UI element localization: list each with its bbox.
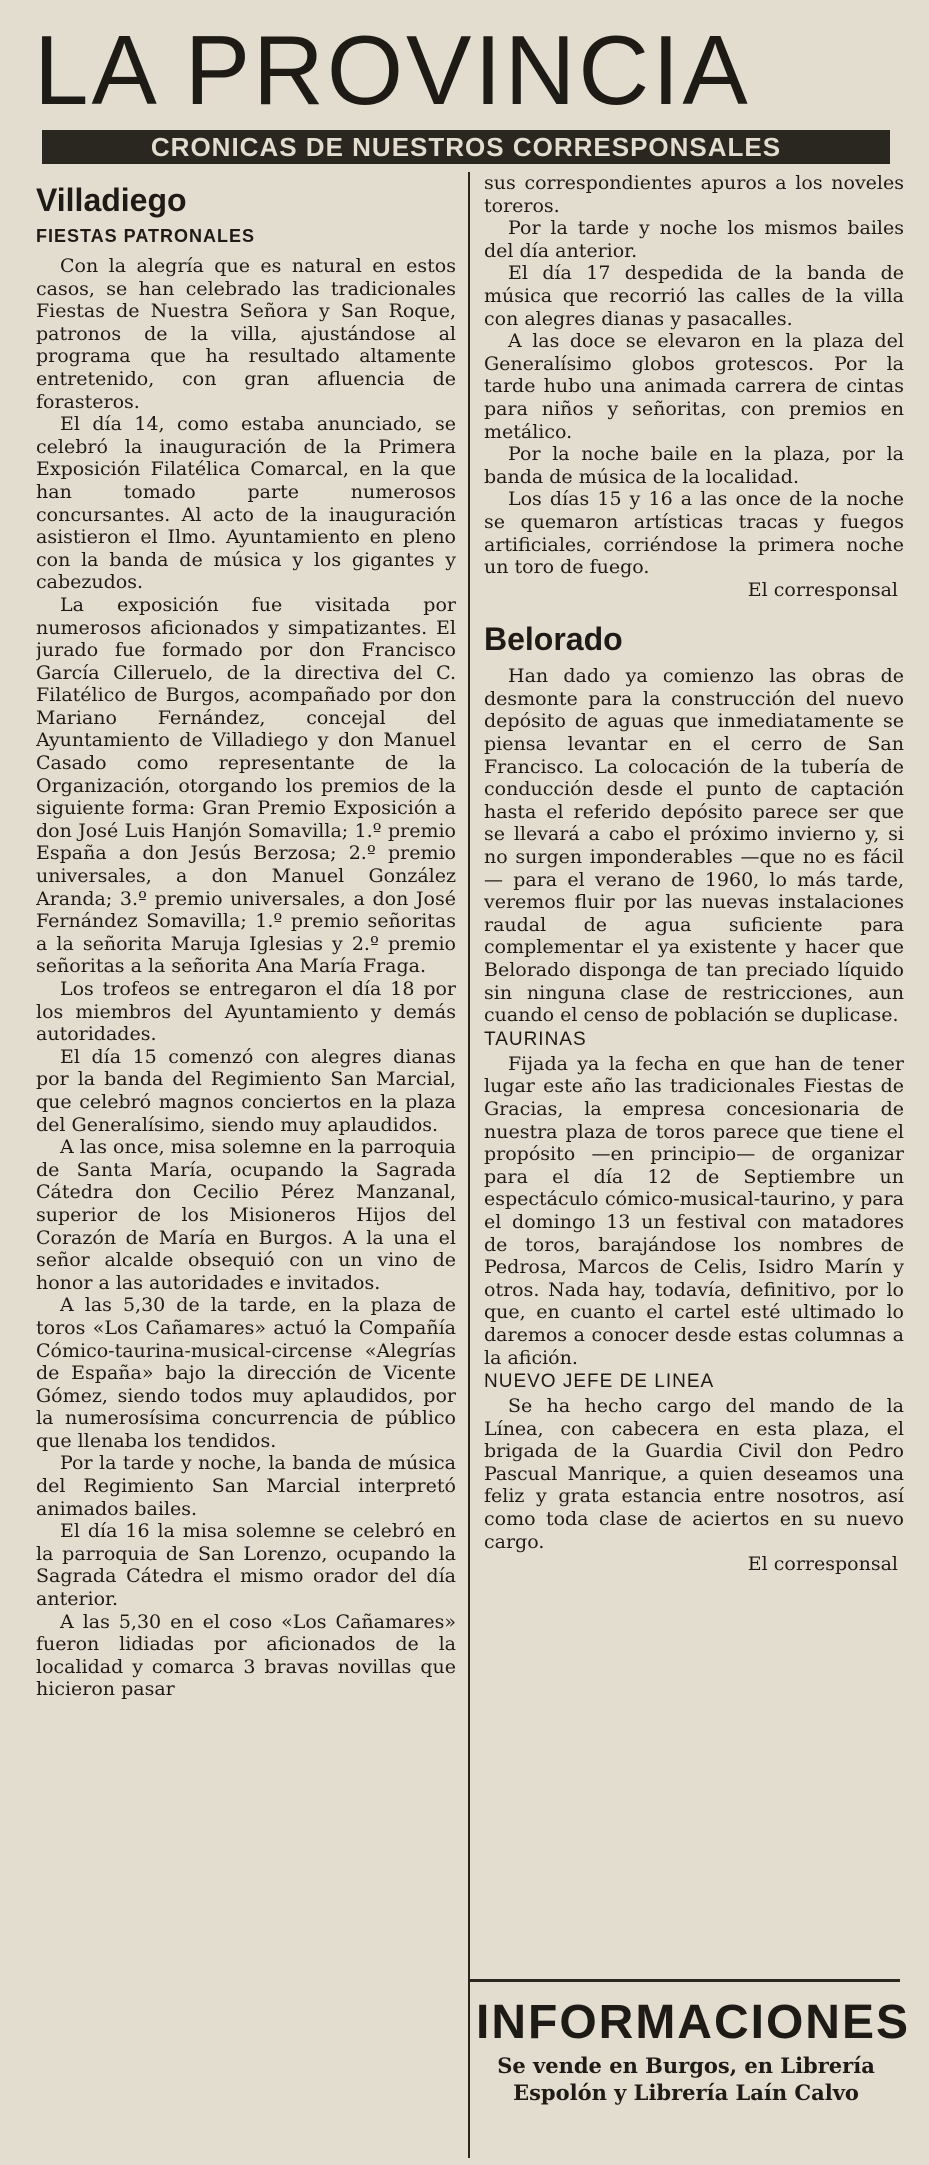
column-divider	[468, 172, 470, 2158]
jefe-paragraph: Se ha hecho cargo del mando de la Línea, con cabecera en esta plaza, el brigada de la Guardia Civil don Pedro Pascual Manrique, a quien deseamos una feliz y grata estancia entre nosotros, así como toda clase de aciertos en su nuevo cargo.	[484, 1395, 904, 1553]
villadiego-paragraph: Los días 15 y 16 a las once de la noche se quemaron artísticas tracas y fuegos artificiales, corriéndose la primera noche un toro de fuego.	[484, 488, 904, 579]
villadiego-paragraph: Por la tarde y noche los mismos bailes del día anterior.	[484, 217, 904, 262]
section-taurinas: TAURINAS	[484, 1028, 587, 1050]
taurinas-paragraph: Fijada ya la fecha en que han de tener lugar este año las tradicionales Fiestas de Gracias, la empresa concesionaria de nuestra plaza de toros parece que tiene el propósito —en principio— de organizar para el día 12 de Septiembre un espectáculo cómico-musical-taurino, y para el domingo 13 un festival con matadores de toros, barajándose los nombres de Pedrosa, Marcos de Celis, Isidro Marín y otros. Nada hay, todavía, definitivo, por lo que, en cuanto el cartel esté ultimado lo daremos a conocer desde estas columnas a la afición.	[484, 1052, 904, 1369]
villadiego-continuation: sus correspondientes apuros a los noveles toreros.	[484, 172, 904, 217]
informaciones-box	[476, 1994, 910, 2154]
right-column	[484, 172, 904, 2162]
masthead: LA PROVINCIA	[34, 15, 751, 125]
villadiego-subheading: FIESTAS PATRONALES	[36, 226, 256, 246]
informaciones-title: INFORMACIONES	[476, 1996, 910, 2049]
belorado-signature: El corresponsal	[747, 1553, 898, 1576]
informaciones-line: Espolón y Librería Laín Calvo	[513, 2080, 859, 2105]
section-nuevo-jefe: NUEVO JEFE DE LINEA	[484, 1371, 715, 1393]
belorado-heading: Belorado	[484, 621, 623, 658]
villadiego-heading: Villadiego	[36, 182, 187, 218]
left-column	[36, 172, 456, 2162]
villadiego-paragraph: Con la alegría que es natural en estos casos, se han celebrado las tradicionales Fiestas de Nuestra Señora y San Roque, patronos de la villa, ajustándose al programa que ha resultado altamente entretenido, con gran afluencia de forasteros.	[36, 255, 456, 413]
villadiego-paragraph: A las 5,30 en el coso «Los Cañamares» fueron lidiadas por aficionados de la localidad y comarca 3 bravas novillas que hicieron pasar	[36, 1610, 456, 1701]
villadiego-paragraph: La exposición fue visitada por numerosos aficionados y simpatizantes. El jurado fue formado por don Francisco García Cilleruelo, de la directiva del C. Filatélico de Burgos, acompañado por don Mariano Fernández, concejal del Ayuntamiento de Villadiego y don Manuel Casado como representante de la Organización, otorgando los premios de la siguiente forma: Gran Premio Exposición a don José Luis Hanjón Somavilla; 1.º premio España a don Jesús Berzosa; 2.º premio universales, a don Manuel González Aranda; 3.º premio universales, a don José Fernández Somavilla; 1.º premio señoritas a la señorita Maruja Iglesias y 2.º premio señoritas a la señorita Ana María Fraga.	[36, 593, 456, 978]
villadiego-paragraph: A las once, misa solemne en la parroquia de Santa María, ocupando la Sagrada Cátedra don Cecilio Pérez Manzanal, superior de los Misioneros Hijos del Corazón de María en Burgos. A la una el señor alcalde obsequió con un vino de honor a las autoridades e invitados.	[36, 1136, 456, 1294]
villadiego-paragraph: A las 5,30 de la tarde, en la plaza de toros «Los Cañamares» actuó la Compañía Cómico-taurina-musical-circense «Alegrías de España» bajo la dirección de Vicente Gómez, siendo todos muy aplaudidos, por la numerosísima concurrencia de público que llenaba los tendidos.	[36, 1294, 456, 1452]
informaciones-rule	[470, 1979, 900, 1982]
section-banner: CRONICAS DE NUESTROS CORRESPONSALES	[42, 130, 890, 164]
villadiego-paragraph: Los trofeos se entregaron el día 18 por los miembros del Ayuntamiento y demás autoridades.	[36, 978, 456, 1046]
belorado-paragraph: Han dado ya comienzo las obras de desmonte para la construcción del nuevo depósito de aguas que inmediatamente se piensa levantar en el cerro de San Francisco. La colocación de la tubería de conducción desde el punto de captación hasta el referido depósito parece ser que se llevará a cabo el próximo invierno y, si no surgen imponderables —que no es fácil— para el verano de 1960, lo más tarde, veremos fluir por las nuevas instalaciones raudal de agua suficiente para complementar el ya existente y hacer que Belorado disponga de tan preciado líquido sin ninguna clase de restricciones, aun cuando el censo de población se duplicase.	[484, 665, 904, 1027]
informaciones-line: Se vende en Burgos, en Librería	[497, 2053, 875, 2078]
villadiego-paragraph: Por la noche baile en la plaza, por la banda de música de la localidad.	[484, 443, 904, 488]
villadiego-paragraph: Por la tarde y noche, la banda de música del Regimiento San Marcial interpretó animados bailes.	[36, 1452, 456, 1520]
villadiego-signature: El corresponsal	[747, 578, 898, 601]
villadiego-paragraph: El día 17 despedida de la banda de música que recorrió las calles de la villa con alegres dianas y pasacalles.	[484, 262, 904, 330]
villadiego-paragraph: El día 15 comenzó con alegres dianas por la banda del Regimiento San Marcial, que celebró magnos conciertos en la plaza del Generalísimo, siendo muy aplaudidos.	[36, 1045, 456, 1136]
villadiego-paragraph: A las doce se elevaron en la plaza del Generalísimo globos grotescos. Por la tarde hubo una animada carrera de cintas para niños y señoritas, con premios en metálico.	[484, 330, 904, 443]
villadiego-paragraph: El día 16 la misa solemne se celebró en la parroquia de San Lorenzo, ocupando la Sagrada Cátedra el mismo orador del día anterior.	[36, 1520, 456, 1611]
villadiego-paragraph: El día 14, como estaba anunciado, se celebró la inauguración de la Primera Exposición Filatélica Comarcal, en la que han tomado parte numerosos concursantes. Al acto de la inauguración asistieron el Ilmo. Ayuntamiento en pleno con la banda de música y los gigantes y cabezudos.	[36, 413, 456, 594]
